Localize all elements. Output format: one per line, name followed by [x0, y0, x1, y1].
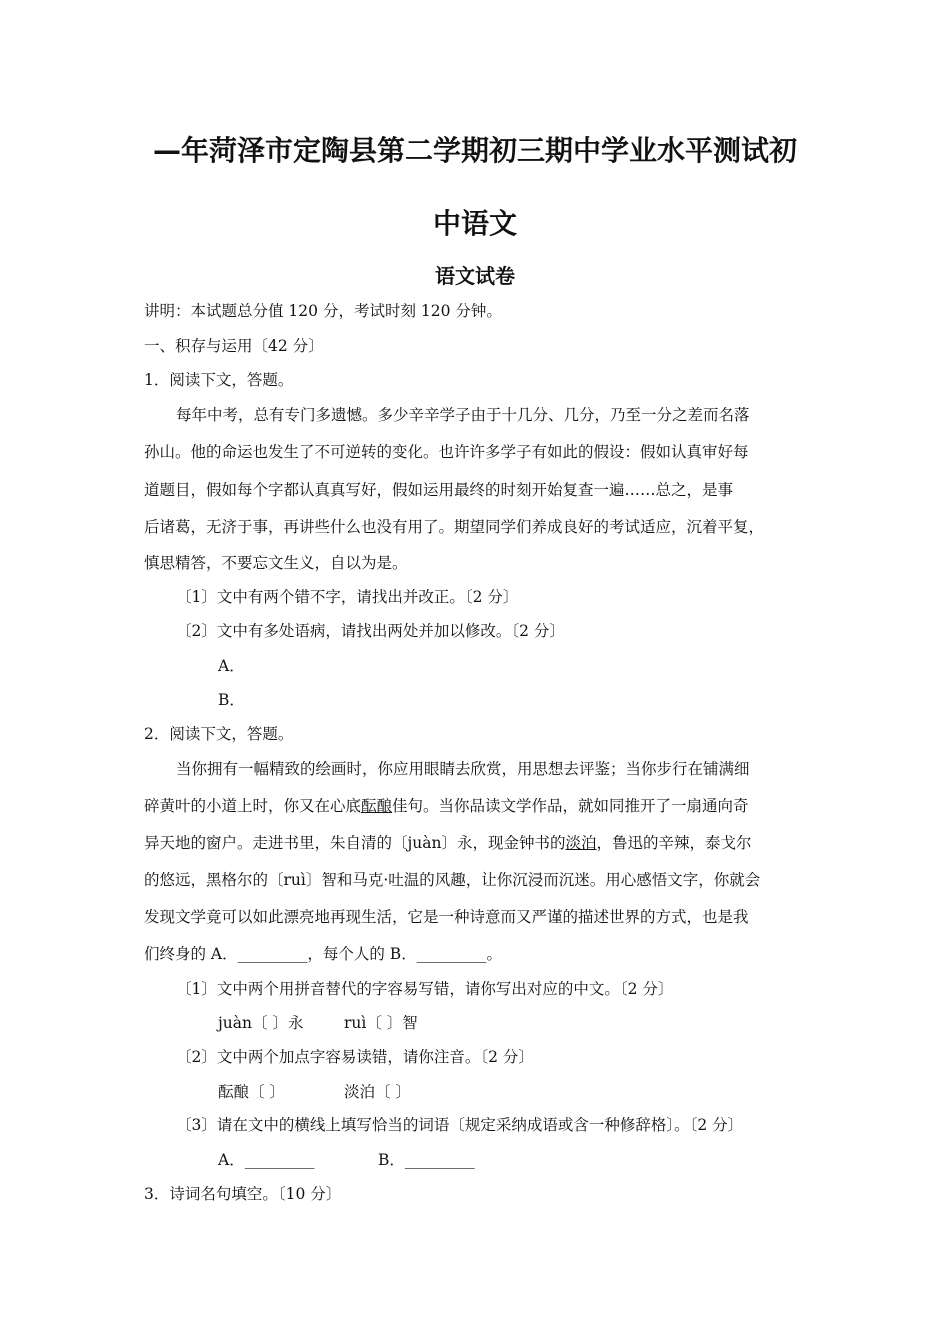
q2-passage-line2 — [144, 795, 749, 817]
exam-title-line2: 中语文 — [432, 207, 517, 240]
q2-passage-line1: 当你拥有一幅精致的绘画时，你应用眼睛去欣赏，用思想去评鉴；当你步行在铺满细 — [176, 760, 750, 778]
q2-sub1: 〔1〕文中两个用拼音替代的字容易写错，请你写出对应的中文。〔2 分〕 — [176, 980, 674, 998]
q1-passage-line: 后诸葛，无济于事，再讲些什么也没有用了。期望同学们养成良好的考试适应，沉着平复， — [144, 518, 765, 536]
q2-sub3-answer-a: A．_________ — [218, 1151, 315, 1169]
q2-heading: 2．阅读下文，答题。 — [144, 725, 294, 743]
q2-text: ，鲁迅的辛辣，泰戈尔 — [596, 834, 752, 852]
q2-sub2-answer-a: 酝酿〔 〕 — [218, 1083, 285, 1101]
q2-text: 异天地的窗户。走进书里，朱自清的〔juàn〕永，现金钟书的 — [144, 834, 566, 852]
q1-sub1: 〔1〕文中有两个错不字，请找出并改正。〔2 分〕 — [176, 588, 519, 606]
q2-passage-line3 — [144, 832, 752, 854]
q3-heading: 3．诗词名句填空。〔10 分〕 — [144, 1185, 342, 1203]
q2-sub2-answer-b: 淡泊〔 〕 — [344, 1083, 411, 1101]
q1-passage-line: 每年中考，总有专门多遗憾。多少辛辛学子由于十几分、几分，乃至一分之差而名落 — [176, 406, 750, 424]
q2-passage-line5: 发现文学竟可以如此漂亮地再现生活，它是一种诗意而又严谨的描述世界的方式，也是我 — [144, 908, 749, 926]
q2-sub1-answer-a: juàn〔 〕永 — [218, 1014, 304, 1032]
q2-passage-line4: 的悠远，黑格尔的〔ruì〕智和马克·吐温的风趣，让你沉浸而沉迷。用心感悟文字，你就会 — [144, 871, 761, 889]
exam-subtitle: 语文试卷 — [435, 264, 515, 288]
q2-text: 碎黄叶的小道上时，你又在心底 — [144, 797, 362, 815]
q1-passage-line: 道题目，假如每个字都认真真写好，假如运用最终的时刻开始复查一遍……总之，是事 — [144, 481, 734, 499]
underlined-word-yunniang: 酝酿 — [361, 797, 393, 815]
q2-sub3: 〔3〕请在文中的横线上填写恰当的词语〔规定采纳成语或含一种修辞格〕。〔2 分〕 — [176, 1116, 744, 1134]
underlined-word-danbo: 淡泊 — [565, 834, 597, 852]
q1-heading: 1．阅读下文，答题。 — [144, 371, 294, 389]
q1-passage-line: 慎思精答，不要忘文生义，自以为是。 — [144, 554, 408, 572]
q2-text: 佳句。当你品读文学作品，就如同推开了一扇通向奇 — [392, 797, 749, 815]
section1-heading: 一、积存与运用〔42 分〕 — [144, 337, 324, 355]
q1-passage-line: 孙山。他的命运也发生了不可逆转的变化。也许许多学子有如此的假设：假如认真审好每 — [144, 443, 749, 461]
q1-sub2: 〔2〕文中有多处语病，请找出两处并加以修改。〔2 分〕 — [176, 622, 565, 640]
exam-title-line1: —年菏泽市定陶县第二学期初三期中学业水平测试初 — [152, 134, 797, 167]
q2-sub1-answer-b: ruì〔 〕智 — [344, 1014, 418, 1032]
instructions: 讲明：本试题总分值 120 分，考试时刻 120 分钟。 — [144, 302, 502, 320]
q2-passage-line6: 们终身的 A．_________，每个人的 B．_________。 — [144, 945, 502, 963]
q1-option-b: B． — [218, 691, 245, 709]
q1-option-a: A． — [218, 657, 245, 675]
q2-sub3-answer-b: B．_________ — [378, 1151, 475, 1169]
q2-sub2: 〔2〕文中两个加点字容易读错，请你注音。〔2 分〕 — [176, 1048, 534, 1066]
